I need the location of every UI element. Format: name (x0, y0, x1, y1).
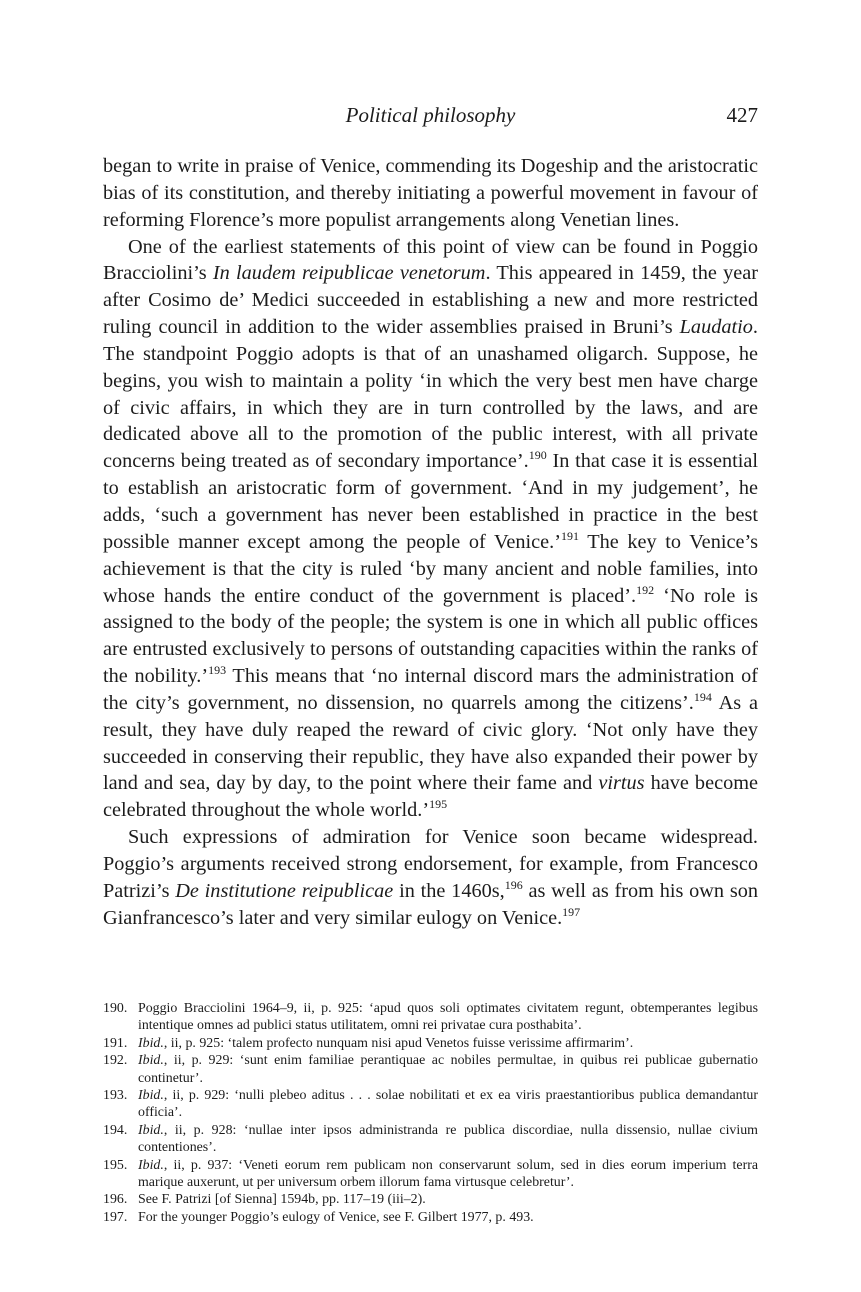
italic-text: Ibid. (138, 1088, 164, 1104)
footnote-ref: 190 (528, 448, 547, 463)
footnotes (103, 1000, 758, 1226)
text-run: as well as from his own son Gianfrancesco’s later and very similar eulogy on Venice. (103, 879, 758, 929)
footnote-text (138, 1001, 758, 1033)
text-run: , ii, p. 925: ‘talem profecto nunquam nisi apud Venetos fuisse verissime affirmarim’. (163, 1035, 634, 1051)
italic-text: Ibid. (138, 1157, 164, 1173)
footnote (103, 1191, 758, 1208)
footnote-text (138, 1158, 758, 1190)
running-title: Political philosophy (345, 103, 516, 127)
text-run: , ii, p. 929: ‘sunt enim familiae perantiquae ac nobiles permultae, in quibus rei publicae gubernatio continetur’. (138, 1053, 758, 1086)
running-header (103, 103, 758, 133)
text-run: In that case it is essential to establish an aristocratic form of government. ‘And in my judgement’, he adds, ‘such a government has never been established in practice in the best possible manner except among the people of Venice.’ (103, 450, 759, 553)
footnote-text (138, 1088, 758, 1120)
footnote (103, 1157, 758, 1192)
footnote-number: 191. (103, 1035, 128, 1051)
text-run: , ii, p. 937: ‘Veneti eorum rem publicam non conservarunt solum, sed in dies eorum imperium terra marique auxerunt, ut per universum orbem illorum fama virtusque celebretur’. (138, 1157, 758, 1191)
italic-text: Ibid. (138, 1122, 164, 1138)
footnote-ref: 192 (636, 582, 655, 597)
footnote (103, 1209, 758, 1226)
footnote-text (138, 1210, 534, 1225)
footnote (103, 1000, 758, 1035)
text-run: Poggio Bracciolini 1964–9, ii, p. 925: ‘apud quos soli optimates civitatem regunt, obtemperantes legibus intentique omnes ad publici status utilitatem, omni rei privatae cura posthabita’. (138, 1001, 758, 1034)
footnote-ref: 193 (208, 663, 227, 678)
italic-text: Ibid. (138, 1053, 164, 1069)
body-text (103, 153, 758, 931)
footnote (103, 1122, 758, 1157)
text-run: Such expressions of admiration for Venice soon became widespread. Poggio’s arguments received strong endorsement, for example, from Francesco Patrizi’s (103, 826, 758, 902)
paragraph (103, 234, 758, 825)
italic-text: Laudatio (679, 316, 753, 339)
text-run: have become celebrated throughout the whole world.’ (103, 772, 758, 822)
footnote-ref: 195 (429, 797, 448, 812)
text-run: This means that ‘no internal discord mars the administration of the city’s government, no dissension, no quarrels among the citizens’. (103, 665, 758, 714)
paragraph (103, 153, 758, 234)
footnote-number: 192. (103, 1053, 128, 1069)
text-run: The key to Venice’s achievement is that the city is ruled ‘by many ancient and noble families, into whose hands the entire conduct of the government is placed’. (103, 530, 758, 607)
footnote-number: 190. (103, 1001, 128, 1016)
footnote-text (138, 1123, 758, 1155)
text-run: One of the earliest statements of this point of view can be found in Poggio Bracciolini’s (103, 235, 758, 285)
footnote (103, 1035, 758, 1052)
text-run: . This appeared in 1459, the year after Cosimo de’ Medici succeeded in establishing a new and more restricted ruling council in addition to the wider assemblies praised in Bruni’s (103, 262, 758, 339)
text-run: As a result, they have duly reaped the reward of civic glory. ‘Not only have they succeeded in conserving their republic, they have also expanded their power by land and sea, day by day, to the point where their fame and (103, 691, 758, 795)
footnote (103, 1087, 758, 1122)
footnote-number: 197. (103, 1209, 128, 1225)
footnote-ref: 197 (562, 904, 581, 919)
footnote-number: 194. (103, 1122, 128, 1138)
paragraph (103, 824, 758, 931)
footnote-text (138, 1053, 758, 1085)
italic-text: Ibid. (138, 1035, 164, 1051)
text-run: ‘No role is assigned to the body of the people; the system is one in which all public offices are entrusted exclusively to persons of outstanding capacities within the ranks of the nobility.’ (103, 584, 759, 688)
text-run: For the younger Poggio’s eulogy of Venice, see F. Gilbert 1977, p. 493. (138, 1209, 534, 1225)
text-run: See F. Patrizi [of Sienna] 1594b, pp. 117–19 (iii–2). (138, 1192, 426, 1208)
text-run: . The standpoint Poggio adopts is that of an unashamed oligarch. Suppose, he begins, you wish to maintain a polity ‘in which the very best men have charge of civic affairs, in which they are in turn controlled by the laws, and are dedicated above all to the promotion of the public interest, with all private concerns being treated as of secondary importance’. (103, 316, 758, 473)
italic-text: De institutione reipublicae (175, 879, 394, 902)
page-number: 427 (726, 103, 758, 127)
footnote (103, 1052, 758, 1087)
text-run: in the 1460s, (393, 879, 505, 902)
footnote-number: 193. (103, 1088, 128, 1104)
footnote-ref: 196 (504, 877, 523, 892)
footnote-text (138, 1192, 426, 1207)
italic-text: virtus (598, 772, 645, 795)
italic-text: In laudem reipublicae venetorum (212, 262, 486, 285)
text-run: , ii, p. 928: ‘nullae inter ipsos administranda re publica discordiae, nulla dissensio, nullae civium contentiones’. (138, 1122, 758, 1156)
footnote-ref: 194 (693, 689, 712, 704)
footnote-ref: 191 (561, 528, 580, 543)
footnote-number: 195. (103, 1157, 128, 1173)
footnote-number: 196. (103, 1192, 128, 1208)
footnote-text (138, 1036, 633, 1051)
text-run: began to write in praise of Venice, commending its Dogeship and the aristocratic bias of its constitution, and thereby initiating a powerful movement in favour of reforming Florence’s more populist arrangements along Venetian lines. (103, 155, 758, 231)
text-run: , ii, p. 929: ‘nulli plebeo aditus . . . solae nobilitati et ex ea viris praestantioribus publica demandantur officia’. (138, 1088, 758, 1121)
